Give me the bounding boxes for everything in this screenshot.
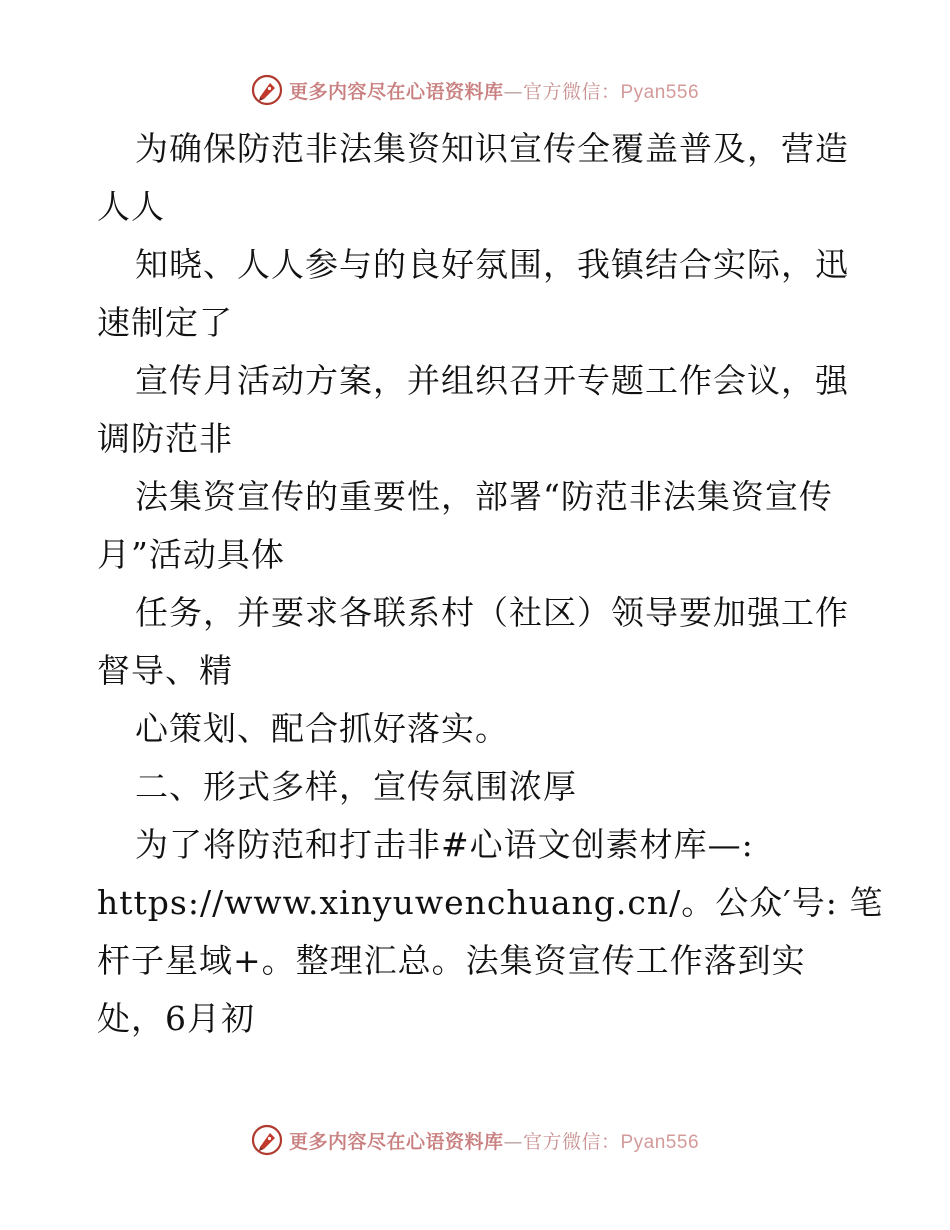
banner-wechat-id: Pyan556 <box>620 81 700 103</box>
body-text <box>97 120 884 1048</box>
banner-separator: — <box>503 80 523 103</box>
section-heading: 二、形式多样，宣传氛围浓厚 <box>135 767 577 806</box>
banner-main-text: 更多内容尽在心语资料库 <box>288 80 504 103</box>
text-line: 人人 <box>97 187 165 226</box>
footer-banner <box>0 1120 950 1160</box>
text-line: 速制定了 <box>97 303 233 342</box>
text-line: 调防范非 <box>97 419 233 458</box>
text-line: 督导、精 <box>97 651 233 690</box>
banner-wechat-label: 官方微信： <box>522 1130 621 1153</box>
pen-nib-logo-icon <box>251 74 283 106</box>
banner-text <box>289 1127 699 1154</box>
text-line: 法集资宣传的重要性，部署“防范非法集资宣传 <box>135 477 833 516</box>
banner-main-text: 更多内容尽在心语资料库 <box>288 1130 504 1153</box>
banner-wechat-id: Pyan556 <box>620 1131 700 1153</box>
header-banner <box>0 70 950 110</box>
text-line: 处，6月初 <box>97 999 255 1038</box>
text-line: 为确保防范非法集资知识宣传全覆盖普及，营造 <box>135 129 849 168</box>
text-line: 杆子星域+。整理汇总。法集资宣传工作落到实 <box>97 941 806 980</box>
text-line: 任务，并要求各联系村（社区）领导要加强工作 <box>135 593 849 632</box>
text-line: https://www.xinyuwenchuang.cn/。公众′号: 笔 <box>97 883 884 922</box>
banner-text <box>289 77 699 104</box>
text-line: 知晓、人人参与的良好氛围，我镇结合实际，迅 <box>135 245 849 284</box>
text-line: 月”活动具体 <box>97 535 285 574</box>
text-line: 为了将防范和打击非#心语文创素材库—: <box>135 825 754 864</box>
text-line: 宣传月活动方案，并组织召开专题工作会议，强 <box>135 361 849 400</box>
banner-wechat-label: 官方微信： <box>522 80 621 103</box>
pen-nib-logo-icon <box>251 1124 283 1156</box>
banner-separator: — <box>503 1130 523 1153</box>
text-line: 心策划、配合抓好落实。 <box>135 709 509 748</box>
